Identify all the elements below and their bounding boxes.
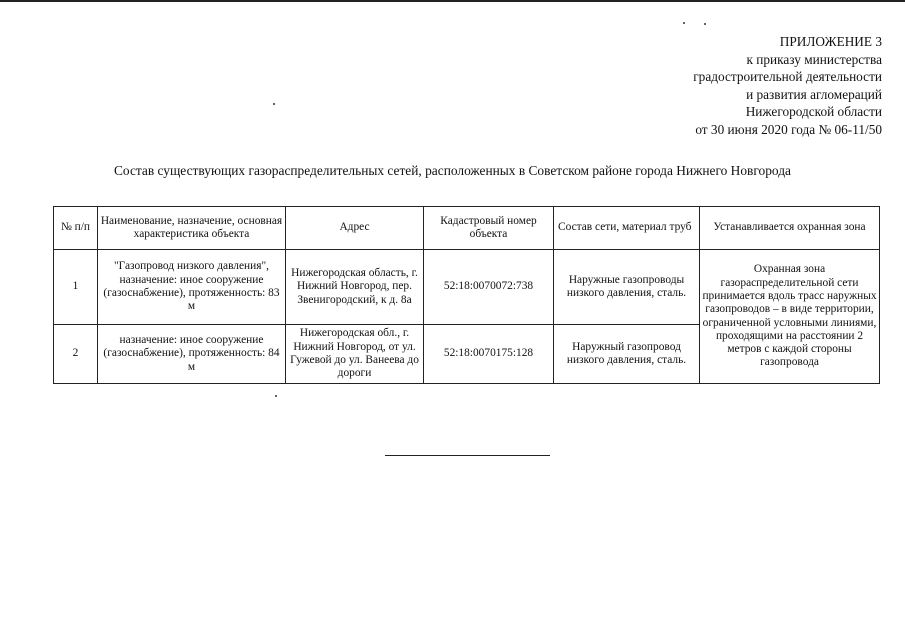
appendix-line: к приказу министерства: [746, 51, 882, 67]
cell-num: 1: [54, 250, 98, 325]
header-protection-zone: Устанавливается охранная зона: [700, 207, 880, 250]
cell-address: Нижегородская область, г. Нижний Новгород, пер. Звенигородский, к д. 8а: [286, 250, 424, 325]
end-divider-line: [385, 455, 550, 456]
cell-protection-zone: Охранная зона газораспределительной сети принимается вдоль трасс наружных газопроводов – в виде территории, ограниченной условными линиями, проходящими на расстоянии 2 метров с каждой стороны газопровода: [700, 250, 880, 384]
appendix-header: [693, 33, 882, 139]
table-header-row: [54, 207, 880, 250]
gas-network-table: [53, 206, 880, 384]
appendix-title: ПРИЛОЖЕНИЕ 3: [779, 34, 882, 49]
header-address: Адрес: [286, 207, 424, 250]
scan-speck: [275, 395, 277, 397]
cell-num: 2: [54, 325, 98, 384]
cell-network: Наружные газопроводы низкого давления, сталь.: [554, 250, 700, 325]
header-num: № п/п: [54, 207, 98, 250]
header-cadastral: Кадастровый номер объекта: [424, 207, 554, 250]
scan-speck: [273, 103, 275, 105]
document-title: Состав существующих газораспределительных сетей, расположенных в Советском районе города Нижнего Новгорода: [114, 163, 791, 178]
appendix-line: Нижегородской области: [745, 104, 882, 120]
scan-speck: [704, 23, 706, 25]
cell-address: Нижегородская обл., г. Нижний Новгород, от ул. Гужевой до ул. Ванеева до дороги: [286, 325, 424, 384]
cell-network: Наружный газопровод низкого давления, сталь.: [554, 325, 700, 384]
scan-speck: [683, 22, 685, 24]
header-network: Состав сети, материал труб: [554, 207, 700, 250]
cell-cadastral: 52:18:0070072:738: [424, 250, 554, 325]
header-name: Наименование, назначение, основная характеристика объекта: [98, 207, 286, 250]
appendix-line: градостроительной деятельности: [693, 69, 882, 85]
top-border-line: [0, 0, 905, 2]
appendix-line: и развития агломераций: [746, 86, 882, 102]
cell-cadastral: 52:18:0070175:128: [424, 325, 554, 384]
table-row: [54, 250, 880, 325]
cell-name: назначение: иное сооружение (газоснабжение), протяженность: 84 м: [98, 325, 286, 384]
cell-name: "Газопровод низкого давления", назначение: иное сооружение (газоснабжение), протяженность: 83 м: [98, 250, 286, 325]
appendix-order-date: от 30 июня 2020 года № 06-11/50: [695, 121, 882, 137]
